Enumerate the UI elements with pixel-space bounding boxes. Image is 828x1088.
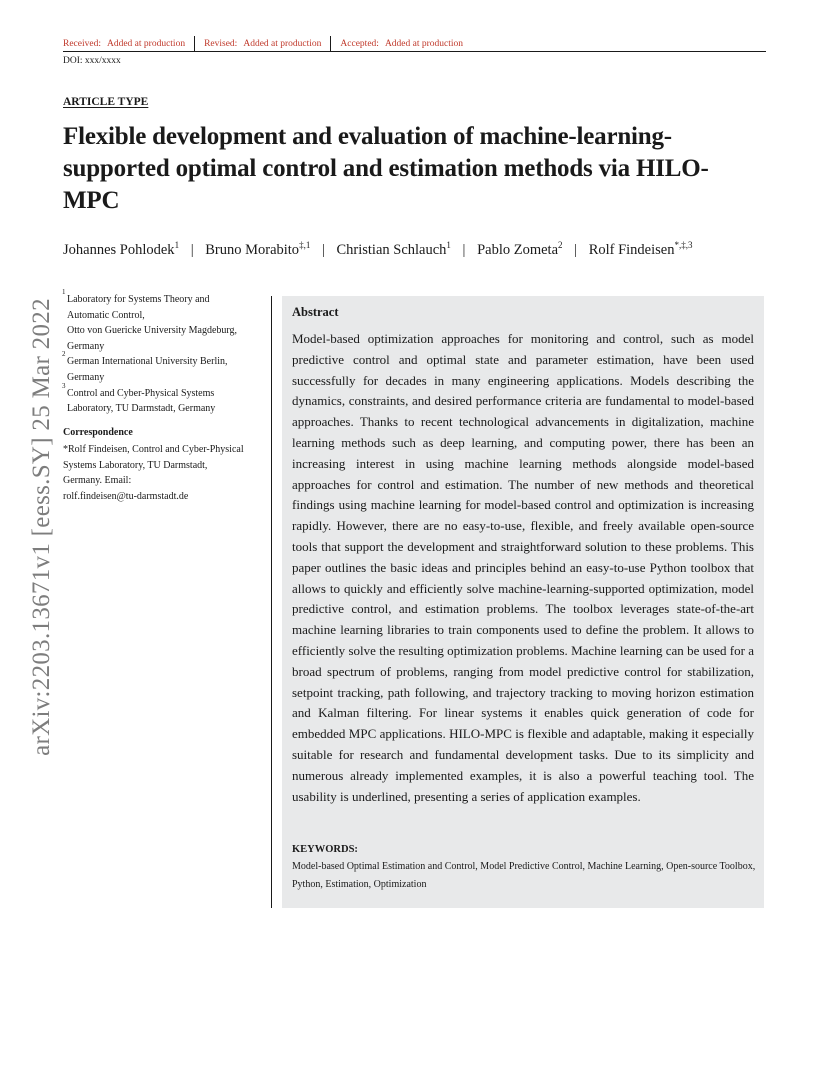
article-type: ARTICLE TYPE (63, 96, 149, 108)
keywords-heading: KEYWORDS: (292, 844, 358, 855)
doi: DOI: xxx/xxxx (63, 56, 121, 66)
author-name: Pablo Zometa (477, 242, 559, 258)
affiliation-line: Germany (67, 371, 105, 383)
accepted-label: Accepted: (340, 39, 379, 49)
meta-divider (330, 36, 331, 52)
author-name: Johannes Pohlodek (63, 242, 175, 258)
author-separator: | (190, 242, 194, 258)
revised-label: Revised: (204, 39, 238, 49)
affiliation-line: Germany (67, 340, 105, 352)
keywords-text: Model-based Optimal Estimation and Control, Model Predictive Control, Machine Learning, Open-source Toolbox, Python, Estimation, Optimization (292, 861, 756, 890)
correspondence-heading: Correspondence (63, 427, 133, 438)
author-separator: | (321, 242, 325, 258)
affiliation-line: Automatic Control, (67, 309, 145, 321)
header-rule (63, 51, 766, 52)
affiliation-line: German International University Berlin, (67, 356, 228, 368)
abstract-heading: Abstract (292, 305, 339, 319)
affiliation: 2 German International University Berlin, Germany (63, 354, 268, 385)
abstract-text: Model-based optimization approaches for monitoring and control, such as model predictive control and optimal state and parameter estimation, have been used successfully for decades in many engineering applications. Models describing the dynamics, constraints, and desired performance criteria are fundamental to model-based approaches. Thanks to recent technological advancements in digitalization, machine learning methods such as deep learning, and computing power, there has been an increasing interest in using machine learning methods alongside model-based approaches for control and estimation. The number of new methods and theoretical findings using machine learning for model-based control and optimization is increasing rapidly. However, there are no easy-to-use, flexible, and freely available open-source tools that support the development and straightforward solution to these problems. This paper outlines the basic ideas and principles behind an easy-to-use Python toolbox that allows to quickly and efficiently solve machine-learning-supported optimization, model predictive control, and estimation problems. The toolbox leverages state-of-the-art machine learning libraries to train components used to define the problem. It allows to efficiently solve the resulting optimization problems. Machine learning can be used for a broad spectrum of problems, ranging from model predictive control for stabilization, setpoint tracking, path following, and trajectory tracking to moving horizon estimation and Kalman filtering. For linear systems it enables quick generation of code for embedded MPC applications. HILO-MPC is flexible and adaptable, making it especially suitable for research and fundamental development tasks. Due to its simplicity and numerous already implemented examples, it is also a powerful teaching tool. The usability is underlined, presenting a series of application examples. (292, 331, 754, 804)
received-label: Received: (63, 39, 101, 49)
affiliation: 3 Control and Cyber-Physical Systems Laboratory, TU Darmstadt, Germany (63, 386, 268, 417)
submission-dates (63, 36, 463, 52)
author-affil-mark: *,‡,3 (674, 240, 693, 250)
paper-title: Flexible development and evaluation of machine-learning-supported optimal control and estimation methods via HILO-MPC (63, 123, 709, 214)
author-list (63, 242, 692, 259)
affiliation-line: Laboratory for Systems Theory and (67, 294, 210, 305)
author-affil-mark: 1 (446, 240, 451, 250)
affiliation-line: Otto von Guericke University Magdeburg, (67, 325, 238, 337)
author[interactable] (63, 242, 179, 258)
affiliation-line: Laboratory, TU Darmstadt, Germany (67, 403, 216, 415)
author[interactable] (477, 242, 562, 258)
author-name: Christian Schlauch (336, 242, 447, 258)
correspondence-line: *Rolf Findeisen, Control and Cyber-Physical (63, 444, 244, 455)
column-divider (271, 296, 272, 908)
author[interactable] (205, 242, 310, 258)
author-separator: | (574, 242, 578, 258)
correspondence-line: Germany. Email: (63, 475, 132, 486)
author-name: Rolf Findeisen (588, 242, 675, 258)
affiliations (62, 288, 268, 417)
author-affil-mark: 2 (558, 240, 563, 250)
author-separator: | (462, 242, 466, 258)
author-affil-mark: 1 (174, 240, 180, 250)
meta-divider (194, 36, 195, 52)
arxiv-stamp[interactable]: arXiv:2203.13671v1 [eess.SY] 25 Mar 2022 (28, 298, 55, 756)
author[interactable] (589, 242, 693, 258)
affiliation-line: Control and Cyber-Physical Systems (67, 387, 215, 399)
author-affil-mark: ‡,1 (299, 240, 311, 250)
correspondence-email[interactable]: rolf.findeisen@tu-darmstadt.de (63, 490, 189, 502)
author[interactable] (336, 242, 450, 258)
accepted-value: Added at production (384, 39, 464, 49)
received-value: Added at production (106, 39, 186, 49)
correspondence-line: Systems Laboratory, TU Darmstadt, (63, 459, 208, 471)
author-name: Bruno Morabito (205, 242, 300, 258)
revised-value: Added at production (243, 39, 322, 49)
affiliation: 1 Laboratory for Systems Theory and Automatic Control, Otto von Guericke University Magdeburg, Germany (63, 292, 268, 354)
abstract-box (282, 296, 764, 908)
correspondence-body (63, 442, 268, 504)
